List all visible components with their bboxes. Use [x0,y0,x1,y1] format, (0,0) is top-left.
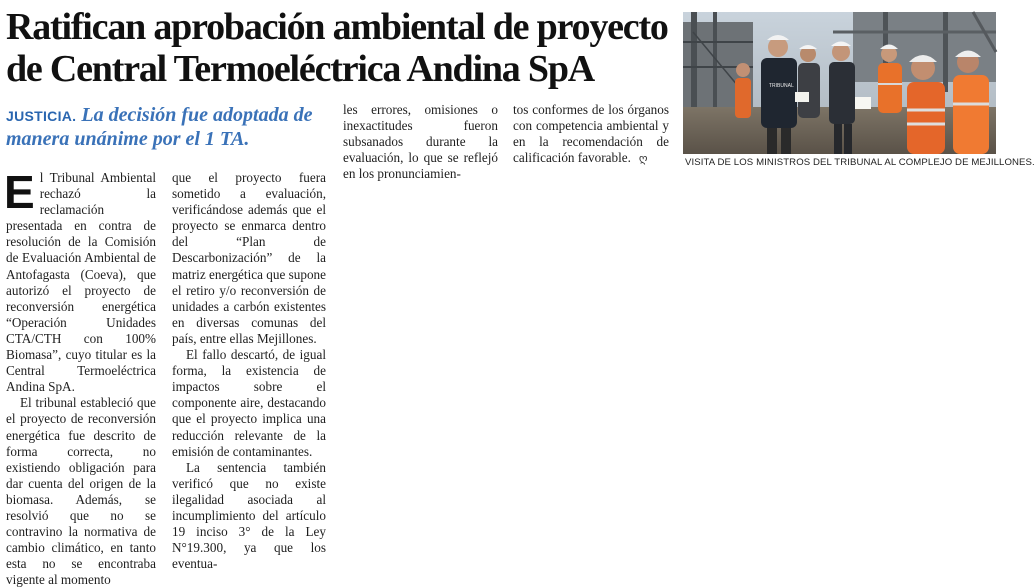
drop-cap: E [4,166,35,218]
body-paragraph [4,166,156,395]
body-column-2 [172,170,326,572]
photo-caption: VISITA DE LOS MINISTROS DEL TRIBUNAL AL COMPLEJO DE MEJILLONES. [685,157,1035,168]
body-column-3 [343,102,498,182]
section-label: JUSTICIA. [6,108,77,124]
headline-line-2: de Central Termoeléctrica Andina SpA [6,48,594,90]
end-mark-icon: ღ [638,152,648,166]
body-text: l Tribunal Ambiental rechazó la reclamación presentada en contra de resolución de la Comisión de Evaluación Ambiental de Antofagasta (Coeva), que autorizó el proyecto de reconversión energética “Operación Unidades CTA/CTH con 100% Biomasa”, cuyo titular es la Central Termoeléctrica Andina SpA. [6,170,156,395]
lead-text: La decisión fue adoptada de manera unánime por el 1 TA. [6,104,313,150]
body-paragraph: La sentencia también verificó que no existe ilegalidad asociada al incumplimiento del artículo 19 inciso 3° de la Ley N°19.300, ya que los eventua- [172,459,326,572]
body-column-4 [513,102,669,167]
photo-illustration [683,12,996,154]
lead-paragraph [6,104,336,151]
article-photo [683,12,996,154]
body-paragraph: El tribunal estableció que el proyecto de reconversión energética fue descrito de forma correcta, no existiendo obligación para dar cuenta del origen de la biomasa. Además, se resolvió que no se contravino la normativa de cambio climático, en tanto esta no se encontraba vigente al momento [6,395,156,588]
vest-label: TRIBUNAL [769,83,794,89]
headline-line-1: Ratifican aprobación ambiental de proyecto [6,6,668,48]
headline [6,6,678,90]
body-paragraph: El fallo descartó, de igual forma, la existencia de impactos sobre el componente aire, destacando que el proyecto implica una reducción relevante de la emisión de contaminantes. [172,347,326,459]
body-paragraph: les errores, omisiones o inexactitudes fueron subsanados durante la evaluación, lo que se reflejó en los pronunciamien- [343,102,498,182]
body-column-1 [4,166,156,588]
body-text: tos conformes de los órganos con competencia ambiental y en la recomendación de calificación favorable. [513,102,669,166]
body-paragraph [513,102,669,167]
body-paragraph: que el proyecto fuera sometido a evaluación, verificándose además que el proyecto se enmarca dentro del “Plan de Descarbonización” de la matriz energética que supone el retiro y/o reconversión de unidades a carbón existentes en diversas comunas del país, entre ellas Mejillones. [172,170,326,346]
